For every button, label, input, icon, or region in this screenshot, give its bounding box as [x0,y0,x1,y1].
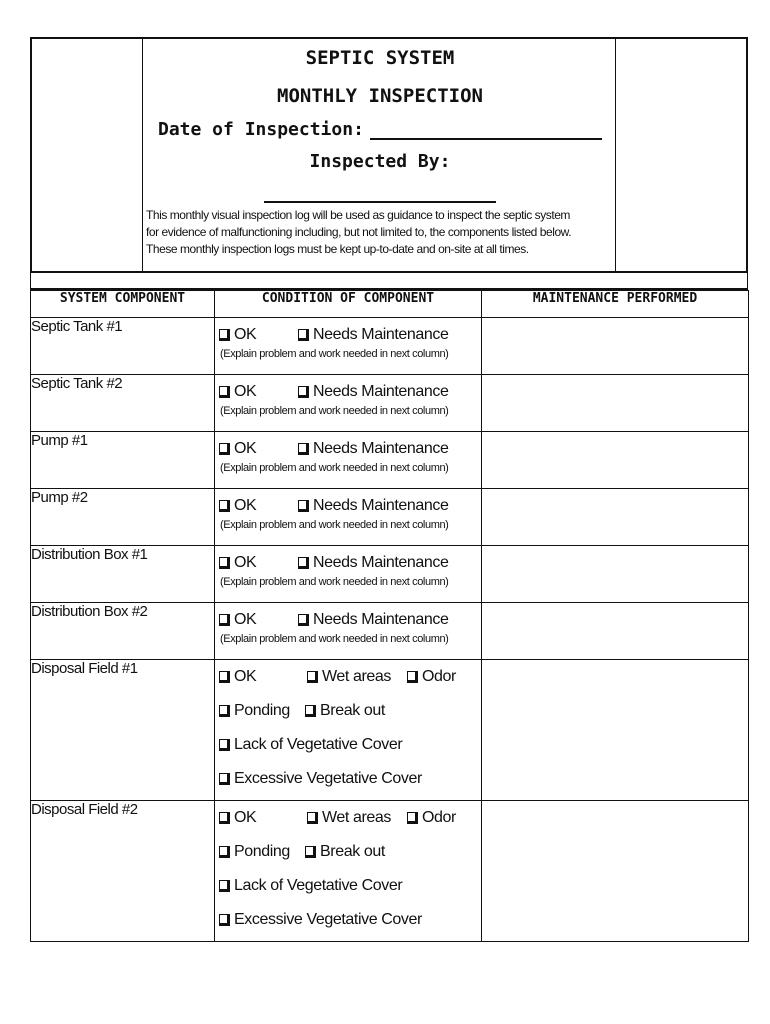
checkbox-icon[interactable] [219,773,230,785]
option-label: Ponding [234,702,290,719]
checkbox-icon[interactable] [307,812,318,824]
condition-cell [215,660,482,801]
explain-note: (Explain problem and work needed in next column) [220,519,449,531]
checkbox-icon[interactable] [298,500,309,512]
option-label: Break out [320,843,385,860]
break-out-option[interactable] [305,702,385,720]
wet-areas-option[interactable] [307,668,391,686]
needs-maintenance-option[interactable] [298,440,449,458]
component-name: Pump #2 [31,489,215,546]
condition-cell [215,432,482,489]
wet-areas-option[interactable] [307,809,391,827]
needs-maintenance-option[interactable] [298,497,449,515]
maintenance-cell[interactable] [482,546,749,603]
condition-cell [215,375,482,432]
checkbox-icon[interactable] [298,443,309,455]
lack-vegetative-cover-option[interactable] [219,736,402,754]
checkbox-icon[interactable] [298,557,309,569]
intro-text [146,207,616,258]
condition-cell [215,489,482,546]
inspected-by-label: Inspected By: [309,151,451,172]
option-label: Needs Maintenance [313,497,449,514]
explain-note: (Explain problem and work needed in next column) [220,576,449,588]
component-name: Pump #1 [31,432,215,489]
column-header-maintenance: MAINTENANCE PERFORMED [482,291,749,318]
checkbox-icon[interactable] [219,386,230,398]
option-label: Needs Maintenance [313,326,449,343]
checkbox-icon[interactable] [407,812,418,824]
option-label: OK [234,611,257,628]
table-row [31,546,749,603]
option-label: OK [234,554,257,571]
explain-note: (Explain problem and work needed in next column) [220,405,449,417]
checkbox-icon[interactable] [219,500,230,512]
header-right-cell [615,39,746,271]
maintenance-cell[interactable] [482,432,749,489]
excessive-vegetative-cover-option[interactable] [219,911,422,929]
excessive-vegetative-cover-option[interactable] [219,770,422,788]
maintenance-cell[interactable] [482,318,749,375]
condition-cell [215,318,482,375]
option-label: Wet areas [322,809,392,826]
inspected-by-field[interactable] [264,201,496,203]
table-row [31,318,749,375]
option-label: OK [234,809,257,826]
option-label: OK [234,383,257,400]
option-label: Odor [422,809,456,826]
intro-line: These monthly inspection logs must be kept up-to-date and on-site at all times. [146,242,529,256]
option-label: Needs Maintenance [313,440,449,457]
break-out-option[interactable] [305,843,385,861]
checkbox-icon[interactable] [305,846,316,858]
option-label: OK [234,326,257,343]
form-title-line2: MONTHLY INSPECTION [277,85,483,107]
option-label: Break out [320,702,385,719]
checkbox-icon[interactable] [219,329,230,341]
ponding-option[interactable] [219,843,290,861]
table-row [31,801,749,942]
component-name: Distribution Box #1 [31,546,215,603]
checkbox-icon[interactable] [298,329,309,341]
component-name: Disposal Field #2 [31,801,215,942]
needs-maintenance-option[interactable] [298,554,449,572]
option-label: Excessive Vegetative Cover [234,911,422,928]
maintenance-cell[interactable] [482,603,749,660]
checkbox-icon[interactable] [219,671,230,683]
checkbox-icon[interactable] [219,705,230,717]
maintenance-cell[interactable] [482,801,749,942]
header-left-cell [32,39,143,271]
maintenance-cell[interactable] [482,660,749,801]
inspection-table [30,290,749,942]
checkbox-icon[interactable] [407,671,418,683]
checkbox-icon[interactable] [298,614,309,626]
checkbox-icon[interactable] [219,812,230,824]
option-label: Needs Maintenance [313,383,449,400]
checkbox-icon[interactable] [307,671,318,683]
component-name: Disposal Field #1 [31,660,215,801]
needs-maintenance-option[interactable] [298,383,449,401]
table-row [31,432,749,489]
checkbox-icon[interactable] [219,914,230,926]
maintenance-cell[interactable] [482,489,749,546]
option-label: OK [234,668,257,685]
date-label: Date of Inspection: [158,119,364,140]
table-spacer [30,273,748,290]
option-label: Lack of Vegetative Cover [234,877,403,894]
option-label: Odor [422,668,456,685]
option-label: Excessive Vegetative Cover [234,770,422,787]
checkbox-icon[interactable] [298,386,309,398]
condition-cell [215,801,482,942]
column-header-component: SYSTEM COMPONENT [31,291,215,318]
maintenance-cell[interactable] [482,375,749,432]
table-row [31,375,749,432]
table-row [31,489,749,546]
needs-maintenance-option[interactable] [298,326,449,344]
checkbox-icon[interactable] [219,846,230,858]
checkbox-icon[interactable] [219,614,230,626]
odor-option[interactable] [407,668,456,686]
option-label: Needs Maintenance [313,554,449,571]
checkbox-icon[interactable] [219,880,230,892]
checkbox-icon[interactable] [219,443,230,455]
ok-option[interactable] [219,809,256,827]
explain-note: (Explain problem and work needed in next column) [220,348,449,360]
component-name: Septic Tank #2 [31,375,215,432]
checkbox-icon[interactable] [305,705,316,717]
needs-maintenance-option[interactable] [298,611,449,629]
explain-note: (Explain problem and work needed in next column) [220,633,449,645]
intro-line: This monthly visual inspection log will be used as guidance to inspect the septic system [146,208,570,222]
component-name: Distribution Box #2 [31,603,215,660]
ok-option[interactable] [219,554,256,572]
option-label: Ponding [234,843,290,860]
ok-option[interactable] [219,497,256,515]
ok-option[interactable] [219,440,256,458]
column-header-condition: CONDITION OF COMPONENT [215,291,482,318]
ok-option[interactable] [219,611,256,629]
ok-option[interactable] [219,668,256,686]
date-of-inspection [158,119,602,140]
date-field[interactable] [370,120,602,140]
intro-line: for evidence of malfunctioning including, but not limited to, the components listed below. [146,225,572,239]
table-row [31,660,749,801]
option-label: Wet areas [322,668,392,685]
checkbox-icon[interactable] [219,557,230,569]
option-label: OK [234,497,257,514]
option-label: OK [234,440,257,457]
condition-cell [215,603,482,660]
checkbox-icon[interactable] [219,739,230,751]
ok-option[interactable] [219,326,256,344]
ponding-option[interactable] [219,702,290,720]
explain-note: (Explain problem and work needed in next column) [220,462,449,474]
odor-option[interactable] [407,809,456,827]
option-label: Needs Maintenance [313,611,449,628]
table-row [31,603,749,660]
lack-vegetative-cover-option[interactable] [219,877,402,895]
option-label: Lack of Vegetative Cover [234,736,403,753]
condition-cell [215,546,482,603]
form-header [30,37,748,273]
component-name: Septic Tank #1 [31,318,215,375]
ok-option[interactable] [219,383,256,401]
form-title-line1: SEPTIC SYSTEM [305,47,455,69]
